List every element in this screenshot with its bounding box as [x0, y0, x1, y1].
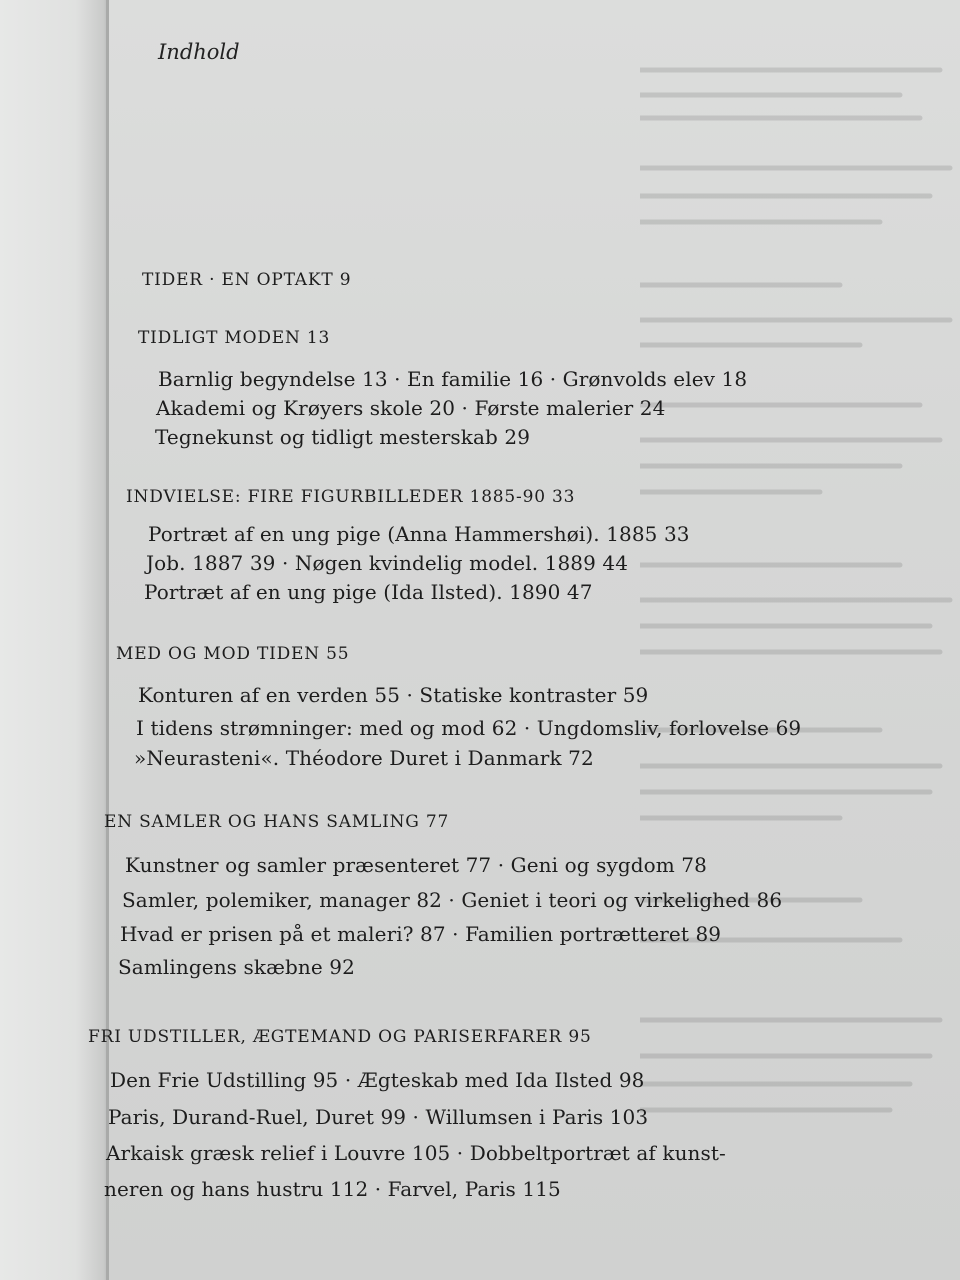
section-entry: Barnlig begyndelse 13 · En familie 16 · Grønvolds elev 18 — [158, 367, 748, 391]
section-entry: neren og hans hustru 112 · Farvel, Paris 115 — [104, 1177, 561, 1201]
page-header: Indhold — [158, 40, 240, 64]
section-heading: EN SAMLER OG HANS SAMLING 77 — [104, 812, 450, 832]
section-heading: MED OG MOD TIDEN 55 — [116, 644, 350, 664]
section-entry: Portræt af en ung pige (Anna Hammershøi). 1885 33 — [148, 522, 690, 546]
section-heading: TIDER · EN OPTAKT 9 — [142, 270, 352, 290]
section-entry: Konturen af en verden 55 · Statiske kontraster 59 — [138, 683, 649, 707]
section-entry: Paris, Durand-Ruel, Duret 99 · Willumsen i Paris 103 — [108, 1105, 649, 1129]
section-entry: Arkaisk græsk relief i Louvre 105 · Dobbeltportræt af kunst- — [106, 1141, 726, 1165]
section-heading: TIDLIGT MODEN 13 — [138, 328, 331, 348]
section-entry: Akademi og Krøyers skole 20 · Første malerier 24 — [156, 396, 666, 420]
section-entry: I tidens strømninger: med og mod 62 · Ungdomsliv, forlovelse 69 — [136, 716, 802, 740]
section-entry: »Neurasteni«. Théodore Duret i Danmark 72 — [134, 746, 594, 770]
section-heading: FRI UDSTILLER, ÆGTEMAND OG PARISERFARER 95 — [88, 1027, 592, 1047]
section-entry: Samlingens skæbne 92 — [118, 955, 355, 979]
section-entry: Job. 1887 39 · Nøgen kvindelig model. 1889 44 — [146, 551, 629, 575]
section-entry: Tegnekunst og tidligt mesterskab 29 — [155, 425, 531, 449]
section-entry: Den Frie Udstilling 95 · Ægteskab med Ida Ilsted 98 — [110, 1068, 645, 1092]
section-entry: Kunstner og samler præsenteret 77 · Geni og sygdom 78 — [125, 853, 707, 877]
section-entry: Portræt af en ung pige (Ida Ilsted). 1890 47 — [144, 580, 593, 604]
section-entry: Samler, polemiker, manager 82 · Geniet i teori og virkelighed 86 — [122, 888, 783, 912]
section-heading: INDVIELSE: FIRE FIGURBILLEDER 1885-90 33 — [126, 487, 576, 507]
section-entry: Hvad er prisen på et maleri? 87 · Familien portrætteret 89 — [120, 922, 722, 946]
